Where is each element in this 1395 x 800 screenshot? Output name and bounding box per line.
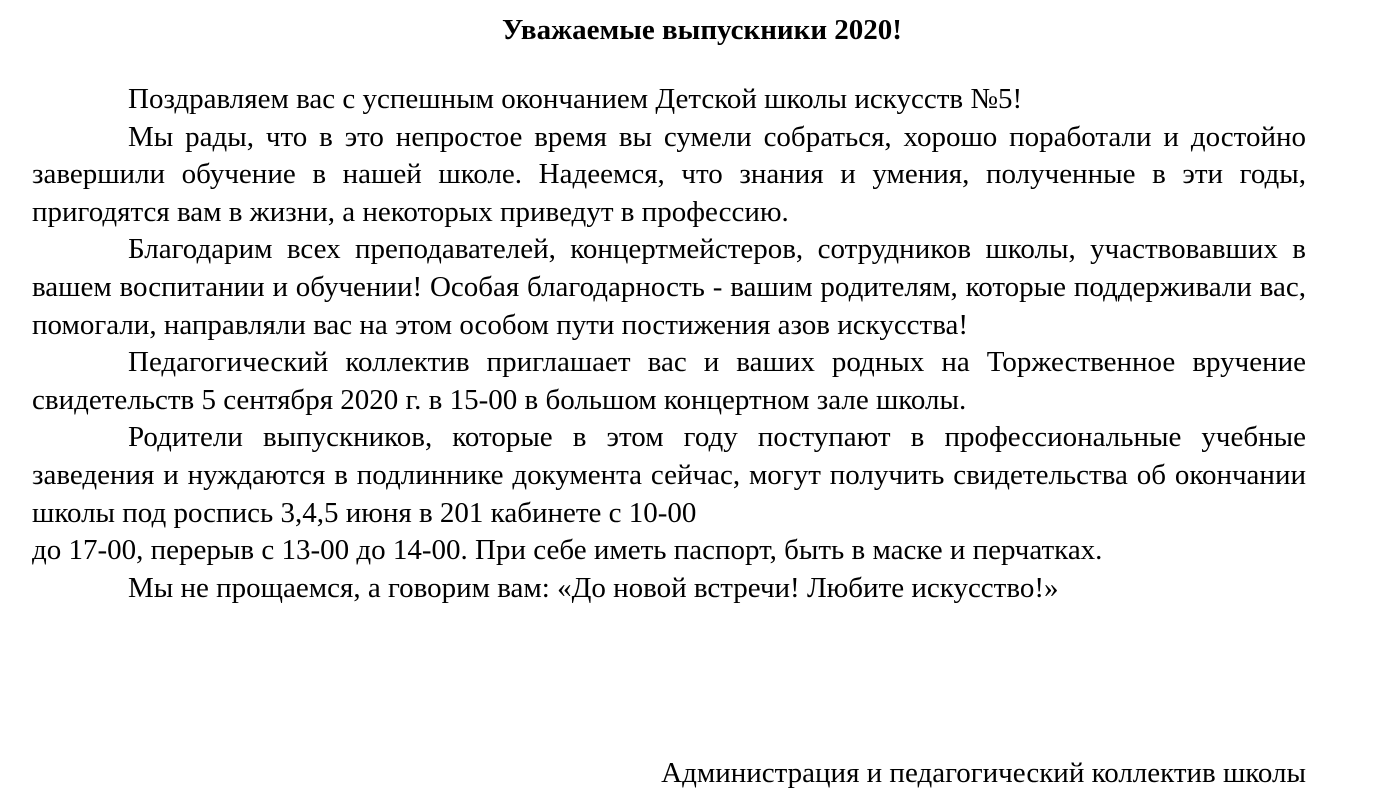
paragraph-glad: Мы рады, что в это непростое время вы сумели собраться, хорошо поработали и достойно завершили обучение в нашей школе. Надеемся, что знания и умения, полученные в эти годы, пригодятся вам в жизни, а некоторых приведут в профессию. <box>32 120 1306 228</box>
paragraph-invitation: Педагогический коллектив приглашает вас и ваших родных на Торжественное вручение свидетельств 5 сентября 2020 г. в 15-00 в большом концертном зале школы. <box>32 346 1306 416</box>
signature: Администрация и педагогический коллектив школы <box>661 757 1306 789</box>
document-title: Уважаемые выпускники 2020! <box>502 14 902 46</box>
paragraph-farewell: Мы не прощаемся, а говорим вам: «До новой встречи! Любите искусство!» <box>128 571 1059 604</box>
paragraph-thanks: Благодарим всех преподавателей, концертмейстеров, сотрудников школы, участвовавших в вашем воспитании и обучении! Особая благодарность - вашим родителям, которые поддерживали вас, помогали, направляли вас на этом особом пути постижения азов искусства! <box>32 233 1306 341</box>
document-body <box>32 81 1306 607</box>
paragraph-parents-continued: до 17-00, перерыв с 13-00 до 14-00. При себе иметь паспорт, быть в маске и перчатках. <box>32 534 1103 567</box>
paragraph-congratulation: Поздравляем вас с успешным окончанием Детской школы искусств №5! <box>128 83 1023 115</box>
paragraph-parents: Родители выпускников, которые в этом году поступают в профессиональные учебные заведения и нуждаются в подлиннике документа сейчас, могут получить свидетельства об окончании школы под роспись 3,4,5 июня в 201 кабинете с 10-00 <box>32 421 1306 529</box>
